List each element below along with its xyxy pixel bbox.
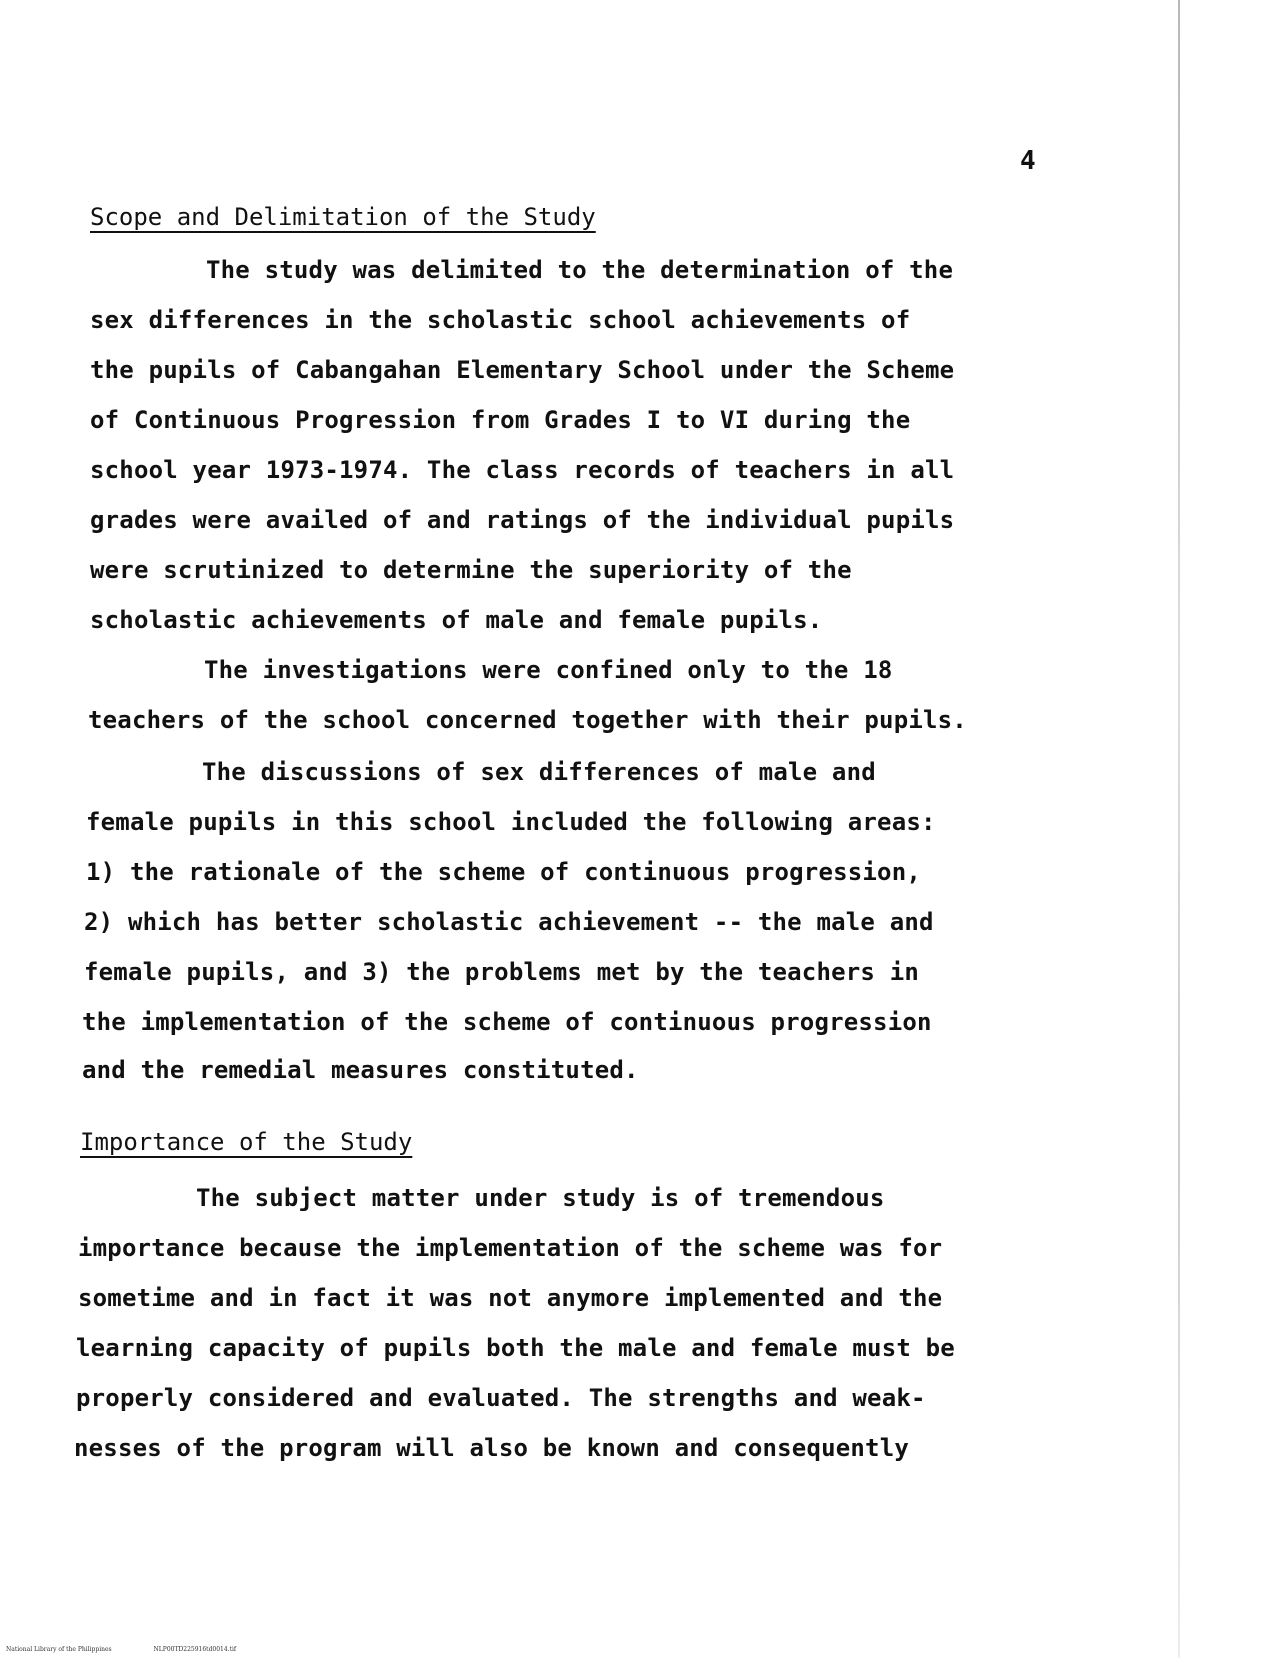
text-line: importance because the implementation of the scheme was for	[78, 1234, 943, 1262]
text-line: school year 1973-1974. The class records of teachers in all	[90, 456, 955, 484]
text-line: grades were availed of and ratings of the individual pupils	[90, 506, 955, 534]
footer-file: NLP00TD225916td0014.tif	[153, 1646, 237, 1653]
text-line: The discussions of sex differences of male and	[202, 758, 876, 786]
text-line: scholastic achievements of male and female pupils.	[90, 606, 823, 634]
text-line: were scrutinized to determine the superiority of the	[90, 556, 852, 584]
text-line: 2) which has better scholastic achievement -- the male and	[84, 908, 934, 936]
text-line: sometime and in fact it was not anymore implemented and the	[78, 1284, 943, 1312]
page-number: 4	[1020, 146, 1036, 176]
text-line: of Continuous Progression from Grades I to VI during the	[90, 406, 911, 434]
text-line: the pupils of Cabangahan Elementary School under the Scheme	[90, 356, 955, 384]
text-line: female pupils in this school included the following areas:	[86, 808, 936, 836]
text-line: female pupils, and 3) the problems met by the teachers in	[84, 958, 920, 986]
text-line: The investigations were confined only to the 18	[204, 656, 893, 684]
text-line: sex differences in the scholastic school achievements of	[90, 306, 911, 334]
text-line: The study was delimited to the determination of the	[206, 256, 954, 284]
text-line: learning capacity of pupils both the male and female must be	[76, 1334, 955, 1362]
text-line: teachers of the school concerned together with their pupils.	[88, 706, 967, 734]
scan-edge-line	[1178, 0, 1180, 1658]
scan-footer	[6, 1646, 276, 1653]
text-line: The subject matter under study is of tremendous	[196, 1184, 885, 1212]
text-line: nesses of the program will also be known and consequently	[74, 1434, 910, 1462]
text-line: properly considered and evaluated. The strengths and weak-	[76, 1384, 926, 1412]
text-line: the implementation of the scheme of continuous progression	[82, 1008, 932, 1036]
text-line: 1) the rationale of the scheme of continuous progression,	[86, 858, 922, 886]
footer-library: National Library of the Philippines	[6, 1646, 112, 1653]
text-line: and the remedial measures constituted.	[82, 1056, 639, 1084]
section-heading-scope: Scope and Delimitation of the Study	[90, 203, 596, 231]
section-heading-importance: Importance of the Study	[80, 1128, 413, 1156]
